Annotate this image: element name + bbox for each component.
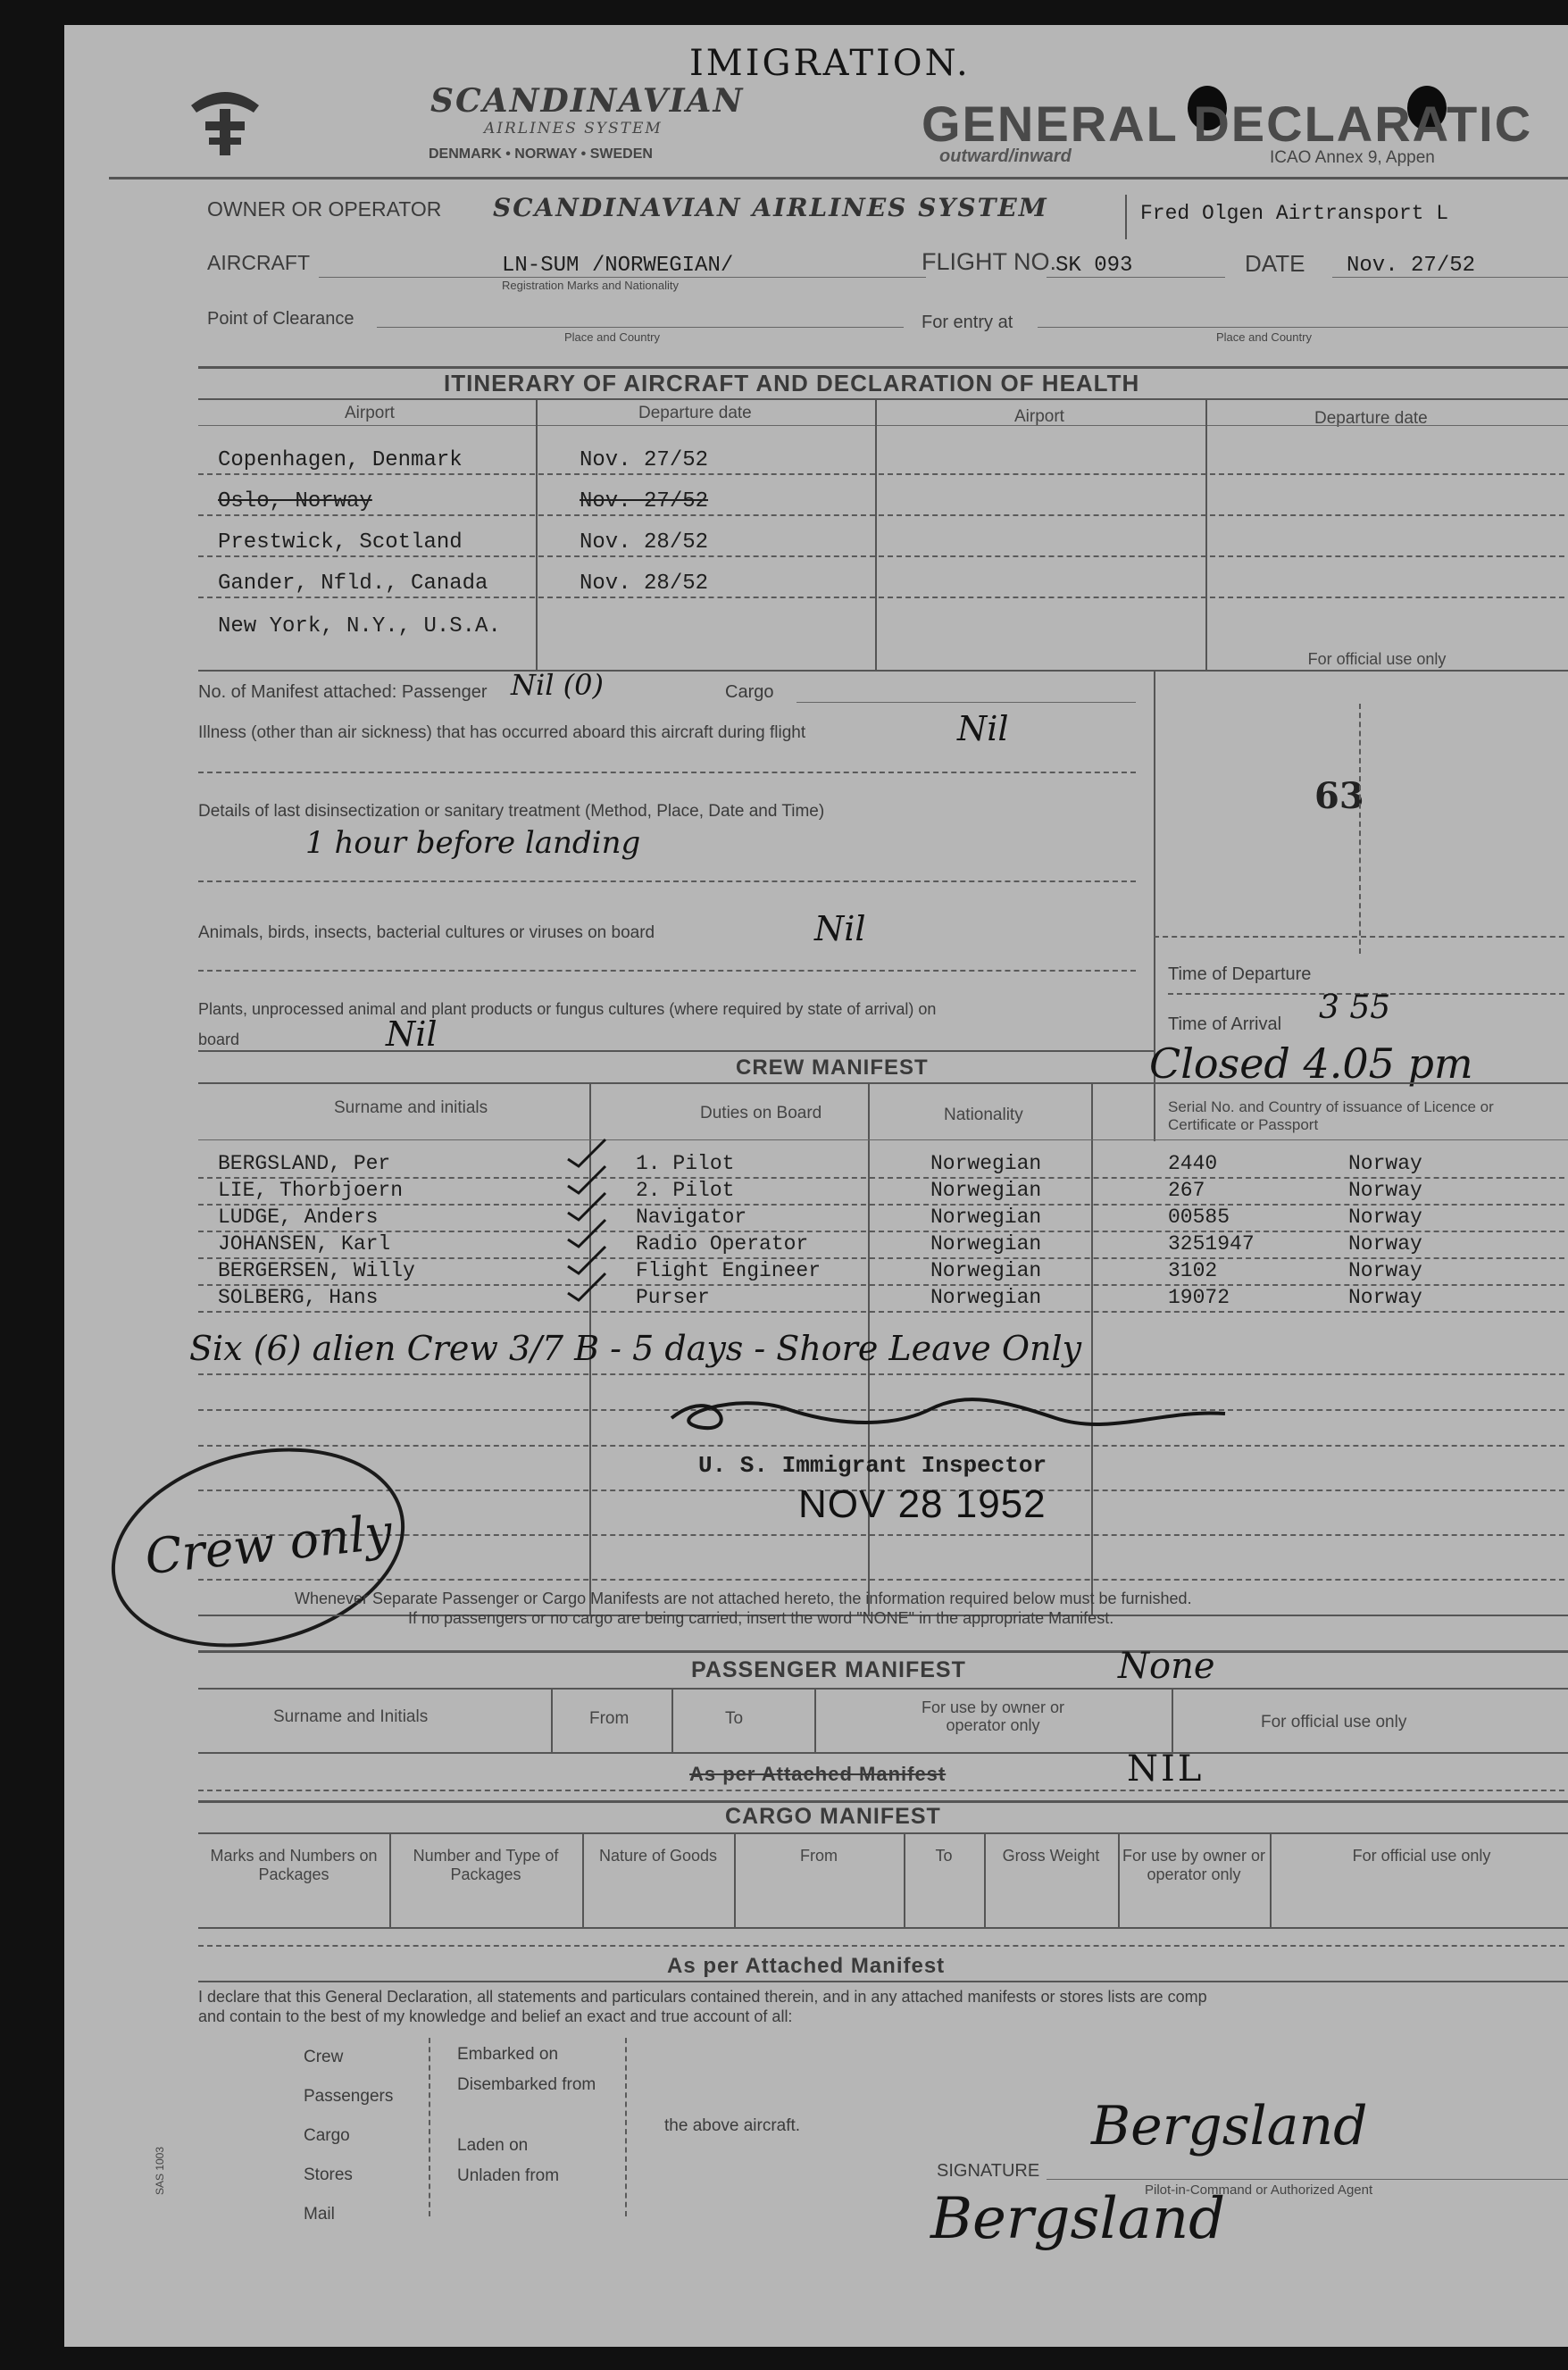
plants-label: Plants, unprocessed animal and plant products or fungus cultures (where required by state of arrival) on bbox=[198, 1000, 937, 1018]
crew-nationality: Norwegian bbox=[930, 1206, 1042, 1229]
passenger-struck-note: As per Attached Manifest bbox=[689, 1763, 947, 1785]
divider bbox=[198, 1579, 1568, 1581]
divider bbox=[198, 1311, 1568, 1313]
animals-label: Animals, birds, insects, bacterial cultures or viruses on board bbox=[198, 923, 655, 942]
signature-upper: Bergsland bbox=[1091, 2095, 1368, 2157]
crew-country: Norway bbox=[1348, 1232, 1422, 1256]
divider bbox=[734, 1832, 736, 1927]
divider bbox=[377, 327, 904, 328]
passenger-heading: PASSENGER MANIFEST bbox=[691, 1657, 966, 1682]
crew-serial: 3102 bbox=[1168, 1259, 1218, 1282]
divider bbox=[198, 1650, 1568, 1653]
illness-label: Illness (other than air sickness) that has occurred aboard this aircraft during flight bbox=[198, 723, 806, 742]
declaration-item: Embarked on bbox=[457, 2045, 559, 2064]
sas-logo-icon bbox=[189, 82, 261, 157]
crew-name: JOHANSEN, Karl bbox=[218, 1232, 391, 1256]
divider bbox=[1205, 398, 1207, 670]
crew-only-note: Crew only bbox=[142, 1503, 396, 1586]
itinerary-col-airport: Airport bbox=[345, 404, 395, 422]
itinerary-heading: ITINERARY OF AIRCRAFT AND DECLARATION OF HEALTH bbox=[444, 370, 1140, 396]
cargo-col-header: Gross Weight bbox=[1002, 1847, 1100, 1865]
crew-col-duty: Duties on Board bbox=[700, 1104, 822, 1122]
declaration-item: Passengers bbox=[304, 2087, 394, 2106]
itinerary-col-date: Departure date bbox=[638, 404, 752, 422]
notice-line-1: Whenever Separate Passenger or Cargo Manifests are not attached hereto, the information required below must be furnished. bbox=[295, 1590, 1192, 1607]
divider bbox=[198, 1927, 1568, 1929]
itinerary-airport: Prestwick, Scotland bbox=[218, 530, 463, 555]
divider bbox=[198, 473, 1568, 475]
divider bbox=[198, 1981, 1568, 1982]
declaration-item: Laden on bbox=[457, 2136, 529, 2155]
declaration-item bbox=[457, 2100, 596, 2131]
crew-name: LIE, Thorbjoern bbox=[218, 1179, 404, 1202]
divider bbox=[198, 1688, 1568, 1690]
divider bbox=[198, 514, 1568, 516]
divider bbox=[198, 1050, 1154, 1052]
declaration-item: Unladen from bbox=[457, 2166, 560, 2185]
manifest-label: No. of Manifest attached: Passenger bbox=[198, 682, 488, 702]
crew-name: BERGSLAND, Per bbox=[218, 1152, 391, 1175]
form-sub: outward/inward bbox=[939, 146, 1072, 166]
divider bbox=[198, 1082, 1568, 1084]
cargo-col-header: For use by owner or operator only bbox=[1122, 1847, 1266, 1883]
divider bbox=[198, 398, 1568, 400]
cargo-col-header: Marks and Numbers on Packages bbox=[210, 1847, 378, 1883]
plants-label-2: board bbox=[198, 1031, 240, 1048]
disinsect-label: Details of last disinsectization or sanitary treatment (Method, Place, Date and Time) bbox=[198, 802, 825, 821]
crew-heading: CREW MANIFEST bbox=[736, 1056, 929, 1080]
declaration-item: Crew bbox=[304, 2048, 344, 2066]
declaration-item: Cargo bbox=[304, 2126, 350, 2145]
time-arrival-value: 3 55 bbox=[1319, 989, 1391, 1026]
entry-caption: Place and Country bbox=[1216, 330, 1312, 344]
divider bbox=[1125, 195, 1127, 239]
crew-col-serial: Serial No. and Country of issuance of Licence or Certificate or Passport bbox=[1168, 1098, 1494, 1133]
crew-name: LUDGE, Anders bbox=[218, 1206, 379, 1229]
date-value: Nov. 27/52 bbox=[1347, 254, 1476, 278]
itinerary-airport: Gander, Nfld., Canada bbox=[218, 572, 488, 596]
divider bbox=[671, 1688, 673, 1752]
flight-value: SK 093 bbox=[1055, 254, 1133, 278]
declaration-after: the above aircraft. bbox=[664, 2116, 801, 2135]
time-departure-label: Time of Departure bbox=[1168, 964, 1312, 984]
stamp-date: NOV 28 1952 bbox=[798, 1482, 1047, 1526]
itinerary-airport: New York, N.Y., U.S.A. bbox=[218, 614, 501, 638]
cargo-col-header: Number and Type of Packages bbox=[413, 1847, 559, 1883]
cargo-col-header: From bbox=[800, 1847, 838, 1865]
crew-country: Norway bbox=[1348, 1179, 1422, 1202]
crew-duty: Purser bbox=[636, 1286, 710, 1309]
passenger-col-to: To bbox=[725, 1709, 744, 1728]
signature-lower: Bergsland bbox=[930, 2186, 1226, 2252]
divider bbox=[1118, 1832, 1120, 1927]
crew-name: BERGERSEN, Willy bbox=[218, 1259, 415, 1282]
passenger-value: None bbox=[1118, 1646, 1215, 1687]
divider bbox=[198, 597, 1568, 598]
divider bbox=[1332, 277, 1568, 278]
declaration-form bbox=[64, 25, 1568, 2347]
divider bbox=[1270, 1832, 1272, 1927]
declaration-item: Mail bbox=[304, 2205, 335, 2224]
airline-countries: DENMARK • NORWAY • SWEDEN bbox=[429, 146, 653, 162]
divider bbox=[109, 177, 1568, 179]
crew-nationality: Norwegian bbox=[930, 1179, 1042, 1202]
declaration-item: Stores bbox=[304, 2166, 353, 2184]
crew-duty: Radio Operator bbox=[636, 1232, 809, 1256]
divider bbox=[198, 1832, 1568, 1834]
divider bbox=[198, 670, 1568, 672]
crew-country: Norway bbox=[1348, 1206, 1422, 1229]
signature-label: SIGNATURE bbox=[937, 2161, 1040, 2181]
crew-country: Norway bbox=[1348, 1152, 1422, 1175]
official-use-label: For official use only bbox=[1307, 650, 1447, 668]
crew-country: Norway bbox=[1348, 1286, 1422, 1309]
crew-name: SOLBERG, Hans bbox=[218, 1286, 379, 1309]
declaration-text-2: and contain to the best of my knowledge and belief an exact and true account of all: bbox=[198, 2007, 793, 2025]
crew-serial: 267 bbox=[1168, 1179, 1205, 1202]
aircraft-label: AIRCRAFT bbox=[207, 251, 310, 274]
divider bbox=[814, 1688, 816, 1752]
divider bbox=[1047, 2179, 1568, 2180]
date-label: DATE bbox=[1245, 250, 1305, 277]
crew-duty: 2. Pilot bbox=[636, 1179, 735, 1202]
form-title: GENERAL DECLARATIC bbox=[922, 96, 1533, 152]
itinerary-col-date2: Departure date bbox=[1314, 409, 1428, 428]
crew-duty: 1. Pilot bbox=[636, 1152, 735, 1175]
itinerary-airport: Copenhagen, Denmark bbox=[218, 448, 463, 472]
itinerary-date: Nov. 27/52 bbox=[580, 448, 709, 472]
divider bbox=[198, 1800, 1568, 1803]
divider bbox=[1047, 277, 1225, 278]
crew-serial: 3251947 bbox=[1168, 1232, 1255, 1256]
cargo-col-header: To bbox=[935, 1847, 953, 1865]
crew-note: Six (6) alien Crew 3/7 B - 5 days - Shore Leave Only bbox=[189, 1329, 1082, 1368]
notice-line-2: If no passengers or no cargo are being carried, insert the word "NONE" in the appropriate Manifest. bbox=[408, 1609, 1114, 1627]
check-mark-icon bbox=[564, 1270, 609, 1310]
divider bbox=[198, 555, 1568, 557]
official-number: 63 bbox=[1314, 775, 1364, 817]
crew-col-name: Surname and initials bbox=[334, 1098, 488, 1117]
passenger-nil: NIL bbox=[1127, 1748, 1205, 1790]
time-arrival-label: Time of Arrival bbox=[1168, 1014, 1282, 1034]
crew-serial: 19072 bbox=[1168, 1286, 1230, 1309]
divider bbox=[198, 880, 1136, 882]
signature-caption: Pilot-in-Command or Authorized Agent bbox=[1145, 2182, 1373, 2198]
plants-value: Nil bbox=[386, 1014, 438, 1054]
passenger-col-owner: For use by owner or operator only bbox=[921, 1698, 1065, 1734]
divider bbox=[198, 772, 1136, 773]
clearance-label: Point of Clearance bbox=[207, 309, 354, 329]
itinerary-col-airport2: Airport bbox=[1014, 407, 1064, 426]
divider bbox=[198, 1139, 1568, 1140]
divider bbox=[1172, 1688, 1173, 1752]
divider bbox=[536, 398, 538, 670]
declaration-text-1: I declare that this General Declaration, all statements and particulars contained therein, and in any attached manifests or stores lists are comp bbox=[198, 1988, 1207, 2006]
divider bbox=[389, 1832, 391, 1927]
passenger-col-name: Surname and Initials bbox=[273, 1707, 429, 1726]
crew-nationality: Norwegian bbox=[930, 1259, 1042, 1282]
airline-sub: AIRLINES SYSTEM bbox=[484, 120, 663, 138]
divider bbox=[198, 1373, 1568, 1375]
crew-nationality: Norwegian bbox=[930, 1286, 1042, 1309]
passenger-col-from: From bbox=[589, 1709, 630, 1728]
aircraft-value: LN-SUM /NORWEGIAN/ bbox=[502, 254, 734, 278]
itinerary-date: Nov. 27/52 bbox=[580, 489, 709, 513]
passenger-col-official: For official use only bbox=[1261, 1713, 1407, 1732]
crew-serial: 00585 bbox=[1168, 1206, 1230, 1229]
inspector-signature-icon bbox=[663, 1382, 1234, 1436]
cargo-footer-note: As per Attached Manifest bbox=[667, 1954, 946, 1978]
clearance-caption: Place and Country bbox=[564, 330, 660, 344]
cargo-col-header: For official use only bbox=[1352, 1847, 1491, 1865]
owner-note: Fred Olgen Airtransport L bbox=[1140, 202, 1449, 225]
crew-nationality: Norwegian bbox=[930, 1232, 1042, 1256]
aircraft-caption: Registration Marks and Nationality bbox=[502, 279, 679, 292]
form-code: SAS 1003 bbox=[154, 2146, 167, 2196]
crew-serial: 2440 bbox=[1168, 1152, 1218, 1175]
divider bbox=[198, 366, 1568, 369]
cargo-col-header: Nature of Goods bbox=[598, 1847, 718, 1865]
itinerary-date: Nov. 28/52 bbox=[580, 572, 709, 596]
divider bbox=[198, 1790, 1568, 1791]
divider bbox=[198, 1945, 1568, 1947]
disinsect-value: 1 hour before landing bbox=[305, 825, 641, 861]
animals-value: Nil bbox=[814, 909, 866, 948]
divider bbox=[198, 970, 1136, 972]
cargo-heading: CARGO MANIFEST bbox=[725, 1804, 941, 1829]
crew-duty: Flight Engineer bbox=[636, 1259, 822, 1282]
divider bbox=[198, 1445, 1568, 1447]
icao-reference: ICAO Annex 9, Appen bbox=[1270, 148, 1435, 167]
divider bbox=[797, 702, 1136, 703]
divider bbox=[582, 1832, 584, 1927]
divider bbox=[1038, 327, 1568, 328]
divider bbox=[875, 398, 877, 670]
flight-label: FLIGHT NO. bbox=[922, 248, 1057, 275]
closed-note: Closed 4.05 pm bbox=[1149, 1039, 1473, 1088]
divider bbox=[1359, 704, 1361, 954]
crew-country: Norway bbox=[1348, 1259, 1422, 1282]
airline-name: SCANDINAVIAN bbox=[430, 82, 745, 120]
owner-label: OWNER OR OPERATOR bbox=[207, 197, 442, 221]
inspector-title: U. S. Immigrant Inspector bbox=[698, 1452, 1047, 1479]
manifest-cargo-label: Cargo bbox=[725, 682, 774, 702]
itinerary-date: Nov. 28/52 bbox=[580, 530, 709, 555]
divider bbox=[198, 1752, 1568, 1754]
handwritten-title: IMIGRATION. bbox=[689, 43, 971, 84]
divider bbox=[984, 1832, 986, 1927]
itinerary-airport: Oslo, Norway bbox=[218, 489, 372, 513]
divider bbox=[198, 425, 1568, 426]
crew-duty: Navigator bbox=[636, 1206, 747, 1229]
declaration-mid-list bbox=[457, 2040, 596, 2191]
entry-label: For entry at bbox=[922, 313, 1013, 332]
manifest-passenger: Nil (0) bbox=[511, 668, 604, 702]
declaration-item: Disembarked from bbox=[457, 2075, 596, 2094]
illness-value: Nil bbox=[957, 709, 1009, 748]
owner-value: SCANDINAVIAN AIRLINES SYSTEM bbox=[493, 193, 1048, 222]
divider bbox=[904, 1832, 905, 1927]
declaration-left-list bbox=[304, 2038, 393, 2234]
divider bbox=[1154, 936, 1568, 938]
divider bbox=[625, 2038, 627, 2216]
divider bbox=[551, 1688, 553, 1752]
crew-col-nationality: Nationality bbox=[944, 1106, 1023, 1124]
crew-nationality: Norwegian bbox=[930, 1152, 1042, 1175]
divider bbox=[429, 2038, 430, 2216]
